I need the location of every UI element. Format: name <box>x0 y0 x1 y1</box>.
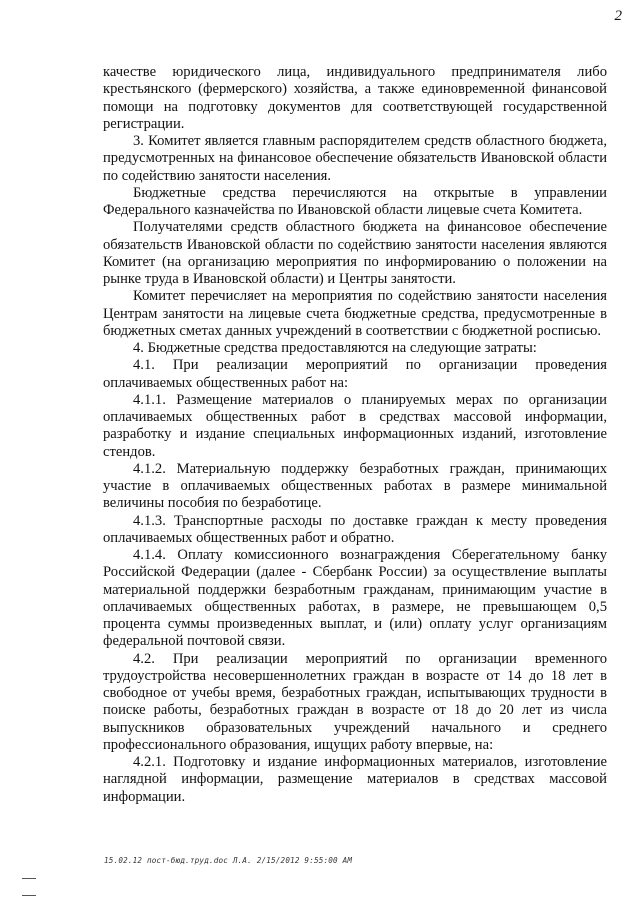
paragraph: 4.1.3. Транспортные расходы по доставке граждан к месту проведения оплачиваемых общественных работ и обратно. <box>103 512 607 546</box>
paragraph: Получателями средств областного бюджета на финансовое обеспечение обязательств Ивановской области по содействию занятости населения являются Комитет (на организацию мероприятия по информированию о положении на рынке труда в Ивановской области) и Центры занятости. <box>103 219 607 287</box>
paragraph: 4.1.4. Оплату комиссионного вознаграждения Сберегательному банку Российской Федерации (далее - Сбербанк России) за осуществление выплаты материальной поддержки безработным гражданам, принимающим участие в оплачиваемых общественных работах, в размере, не превышающем 0,5 процента суммы произведенных выплат, и (или) оплату услуг организациям федеральной почтовой связи. <box>103 547 607 650</box>
paragraph: качестве юридического лица, индивидуального предпринимателя либо крестьянского (фермерского) хозяйства, а также единовременной финансовой помощи на подготовку документов для соответствующей государственной регистрации. <box>103 64 607 132</box>
paragraph: Бюджетные средства перечисляются на открытые в управлении Федерального казначейства по Ивановской области лицевые счета Комитета. <box>103 184 607 218</box>
paragraph: 4. Бюджетные средства предоставляются на следующие затраты: <box>133 340 537 356</box>
paragraph: 4.1.2. Материальную поддержку безработных граждан, принимающих участие в оплачиваемых общественных работах в размере минимальной величины пособия по безработице. <box>103 460 607 512</box>
page-number: 2 <box>614 8 622 24</box>
margin-mark <box>22 878 36 879</box>
paragraph: 4.2. При реализации мероприятий по организации временного трудоустройства несовершеннолетних граждан в возрасте от 14 до 18 лет в свободное от учебы время, безработных граждан, испытывающих трудности в поиске работы, безработных граждан в возрасте от 18 до 20 лет из числа выпускников образовательных учреждений начального и среднего профессионального образования, ищущих работу впервые, на: <box>103 650 607 753</box>
document-body <box>103 64 607 806</box>
paragraph: 4.1. При реализации мероприятий по организации проведения оплачиваемых общественных работ на: <box>103 357 607 391</box>
paragraph: Комитет перечисляет на мероприятия по содействию занятости населения Центрам занятости на лицевые счета бюджетные средства, предусмотренные в бюджетных сметах данных учреждений в соответствии с бюджетной росписью. <box>103 288 607 339</box>
paragraph: 3. Комитет является главным распорядителем средств областного бюджета, предусмотренных на финансовое обеспечение обязательств Ивановской области по содействию занятости населения. <box>103 133 607 184</box>
margin-mark <box>22 895 36 896</box>
document-footer: 15.02.12 пост-бюд.труд.doc Л.А. 2/15/2012 9:55:00 AM <box>104 856 353 865</box>
paragraph: 4.1.1. Размещение материалов о планируемых мерах по организации оплачиваемых общественных работ в средствах массовой информации, разработку и издание специальных информационных изданий, изготовление стендов. <box>103 391 607 460</box>
paragraph: 4.2.1. Подготовку и издание информационных материалов, изготовление наглядной информации, размещение материалов в средствах массовой информации. <box>103 754 607 805</box>
